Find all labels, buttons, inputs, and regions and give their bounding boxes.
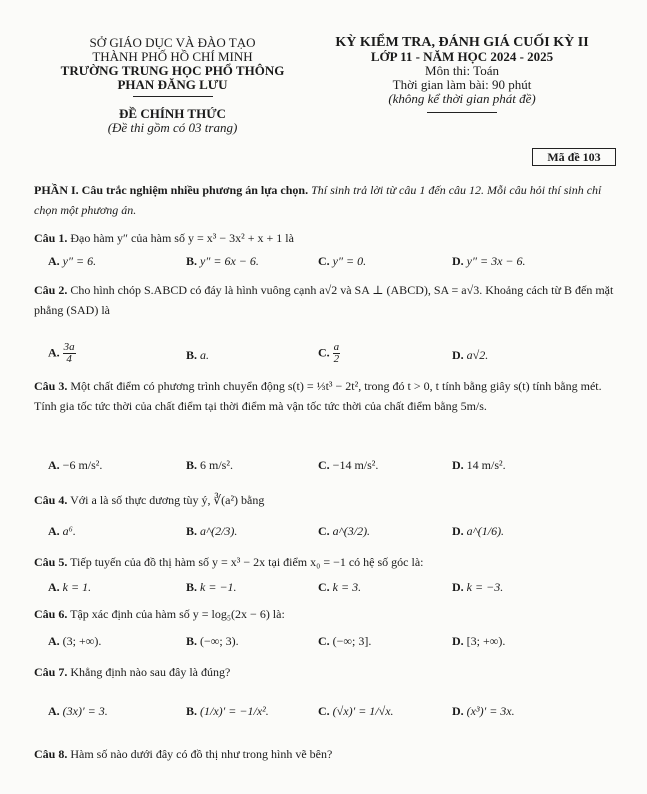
school-name: PHAN ĐĂNG LƯU — [117, 77, 228, 92]
question-3 — [34, 376, 618, 416]
question-text: Cho hình chóp S.ABCD có đáy là hình vuông cạnh a√2 và SA ⊥ (ABCD), SA = a√3. Khoảng cách từ B đến mặt phẳng (SAD) là — [34, 283, 614, 317]
option-d[interactable]: y″ = 3x − 6. — [466, 254, 526, 268]
option-b[interactable]: a. — [200, 348, 210, 362]
part-instruction: Thí sinh trả lời từ câu 1 đến câu 12. Mỗi câu hỏi thí sinh chỉ chọn một phương án. — [34, 183, 602, 217]
question-label: Câu 4. — [34, 493, 68, 507]
option-letter: B. — [186, 524, 198, 538]
part-title: PHẦN I. Câu trắc nghiệm nhiều phương án lựa chọn. — [34, 183, 309, 197]
option-letter: D. — [452, 524, 464, 538]
option-letter: A. — [48, 634, 60, 648]
question-text: Đạo hàm y″ của hàm số y = x³ − 3x² + x + 1 là — [70, 231, 294, 245]
question-6 — [34, 604, 618, 624]
option-d[interactable]: a^(1/6). — [466, 524, 505, 538]
option-d[interactable]: a√2. — [466, 348, 489, 362]
option-letter: A. — [48, 458, 60, 472]
options-4 — [48, 524, 608, 544]
option-letter: B. — [186, 704, 198, 718]
options-3 — [48, 458, 608, 478]
option-c[interactable]: $\frac{a}{2}$ — [333, 341, 340, 365]
option-letter: A. — [48, 345, 60, 360]
option-a[interactable]: y″ = 6. — [62, 254, 97, 268]
question-label: Câu 2. — [34, 283, 68, 297]
option-letter: C. — [318, 524, 330, 538]
duration-note: (không kể thời gian phát đề) — [388, 91, 536, 106]
options-6 — [48, 634, 608, 654]
option-letter: D. — [452, 634, 464, 648]
option-letter: C. — [318, 580, 330, 594]
question-label: Câu 7. — [34, 665, 68, 679]
option-a[interactable]: (3x)′ = 3. — [62, 704, 108, 718]
question-label: Câu 5. — [34, 555, 68, 569]
option-a[interactable]: $\frac{3a}{4}$ — [63, 341, 75, 365]
header-left — [40, 36, 305, 135]
option-letter: A. — [48, 704, 60, 718]
question-4 — [34, 490, 618, 510]
subject: Môn thi: Toán — [425, 63, 499, 78]
option-a[interactable]: a⁶. — [62, 524, 76, 538]
option-b[interactable]: 6 m/s². — [200, 458, 233, 472]
question-7 — [34, 662, 618, 682]
option-b[interactable]: (−∞; 3). — [200, 634, 239, 648]
option-c[interactable]: (√x)′ = 1/√x. — [332, 704, 394, 718]
option-letter: A. — [48, 254, 60, 268]
question-2 — [34, 280, 618, 320]
question-label: Câu 3. — [34, 379, 68, 393]
option-letter: B. — [186, 348, 198, 362]
options-5 — [48, 580, 608, 600]
question-text: Khẳng định nào sau đây là đúng? — [70, 665, 231, 679]
option-letter: C. — [318, 254, 330, 268]
option-letter: C. — [318, 704, 330, 718]
question-text: Một chất điểm có phương trình chuyển động s(t) = ⅓t³ − 2t², trong đó t > 0, t tính bằng giây s(t) tính bằng mét. Tính gia tốc tức thời của chất điểm tại thời điểm mà vận tốc tức thời của chất điểm bằng 5m/s. — [34, 379, 602, 413]
option-letter: C. — [318, 458, 330, 472]
options-7 — [48, 704, 608, 724]
divider — [133, 96, 213, 97]
options-2 — [48, 342, 608, 370]
exam-code-box: Mã đề 103 — [532, 148, 616, 166]
option-letter: B. — [186, 458, 198, 472]
option-letter: C. — [318, 634, 330, 648]
question-text: Với a là số thực dương tùy ý, ∛(a²) bằng — [70, 493, 265, 507]
option-letter: D. — [452, 704, 464, 718]
divider — [427, 112, 497, 113]
option-d[interactable]: 14 m/s². — [466, 458, 506, 472]
department-name: SỞ GIÁO DỤC VÀ ĐÀO TẠO — [89, 35, 256, 50]
grade-year: LỚP 11 - NĂM HỌC 2024 - 2025 — [370, 49, 554, 64]
option-a[interactable]: −6 m/s². — [62, 458, 103, 472]
header-right — [312, 36, 612, 113]
option-c[interactable]: k = 3. — [332, 580, 362, 594]
option-b[interactable]: y″ = 6x − 6. — [200, 254, 259, 268]
option-c[interactable]: y″ = 0. — [332, 254, 367, 268]
question-label: Câu 8. — [34, 747, 68, 761]
option-letter: B. — [186, 580, 198, 594]
options-1 — [48, 254, 608, 274]
option-b[interactable]: (1/x)′ = −1/x². — [200, 704, 269, 718]
city-name: THÀNH PHỐ HỒ CHÍ MINH — [92, 49, 253, 64]
question-label: Câu 6. — [34, 607, 68, 621]
question-text: Hàm số nào dưới đây có đồ thị như trong hình vẽ bên? — [70, 747, 333, 761]
option-d[interactable]: k = −3. — [466, 580, 504, 594]
exam-title: KỲ KIỂM TRA, ĐÁNH GIÁ CUỐI KỲ II — [335, 35, 589, 50]
option-letter: D. — [452, 580, 464, 594]
option-letter: A. — [48, 580, 60, 594]
question-8 — [34, 744, 618, 764]
option-d[interactable]: [3; +∞). — [466, 634, 506, 648]
part-1-heading — [34, 180, 618, 220]
option-letter: D. — [452, 458, 464, 472]
option-d[interactable]: (x³)′ = 3x. — [466, 704, 515, 718]
option-a[interactable]: k = 1. — [62, 580, 92, 594]
option-c[interactable]: −14 m/s². — [332, 458, 379, 472]
option-letter: B. — [186, 254, 198, 268]
option-b[interactable]: k = −1. — [200, 580, 237, 594]
option-c[interactable]: a^(3/2). — [332, 524, 371, 538]
option-c[interactable]: (−∞; 3]. — [332, 634, 372, 648]
option-b[interactable]: a^(2/3). — [200, 524, 238, 538]
question-label: Câu 1. — [34, 231, 68, 245]
pages-note: (Đề thi gồm có 03 trang) — [107, 120, 238, 135]
option-letter: A. — [48, 524, 60, 538]
option-letter: D. — [452, 254, 464, 268]
question-text: Tập xác định của hàm số y = log₅(2x − 6) là: — [70, 607, 285, 621]
official-label: ĐỀ CHÍNH THỨC — [119, 106, 226, 121]
option-a[interactable]: (3; +∞). — [62, 634, 102, 648]
school-type: TRƯỜNG TRUNG HỌC PHỔ THÔNG — [60, 63, 285, 78]
option-letter: B. — [186, 634, 198, 648]
option-letter: D. — [452, 348, 464, 362]
question-1 — [34, 228, 618, 248]
question-5 — [34, 552, 618, 572]
duration: Thời gian làm bài: 90 phút — [392, 77, 532, 92]
question-text: Tiếp tuyến của đồ thị hàm số y = x³ − 2x tại điểm x₀ = −1 có hệ số góc là: — [70, 555, 424, 569]
option-letter: C. — [318, 345, 330, 360]
